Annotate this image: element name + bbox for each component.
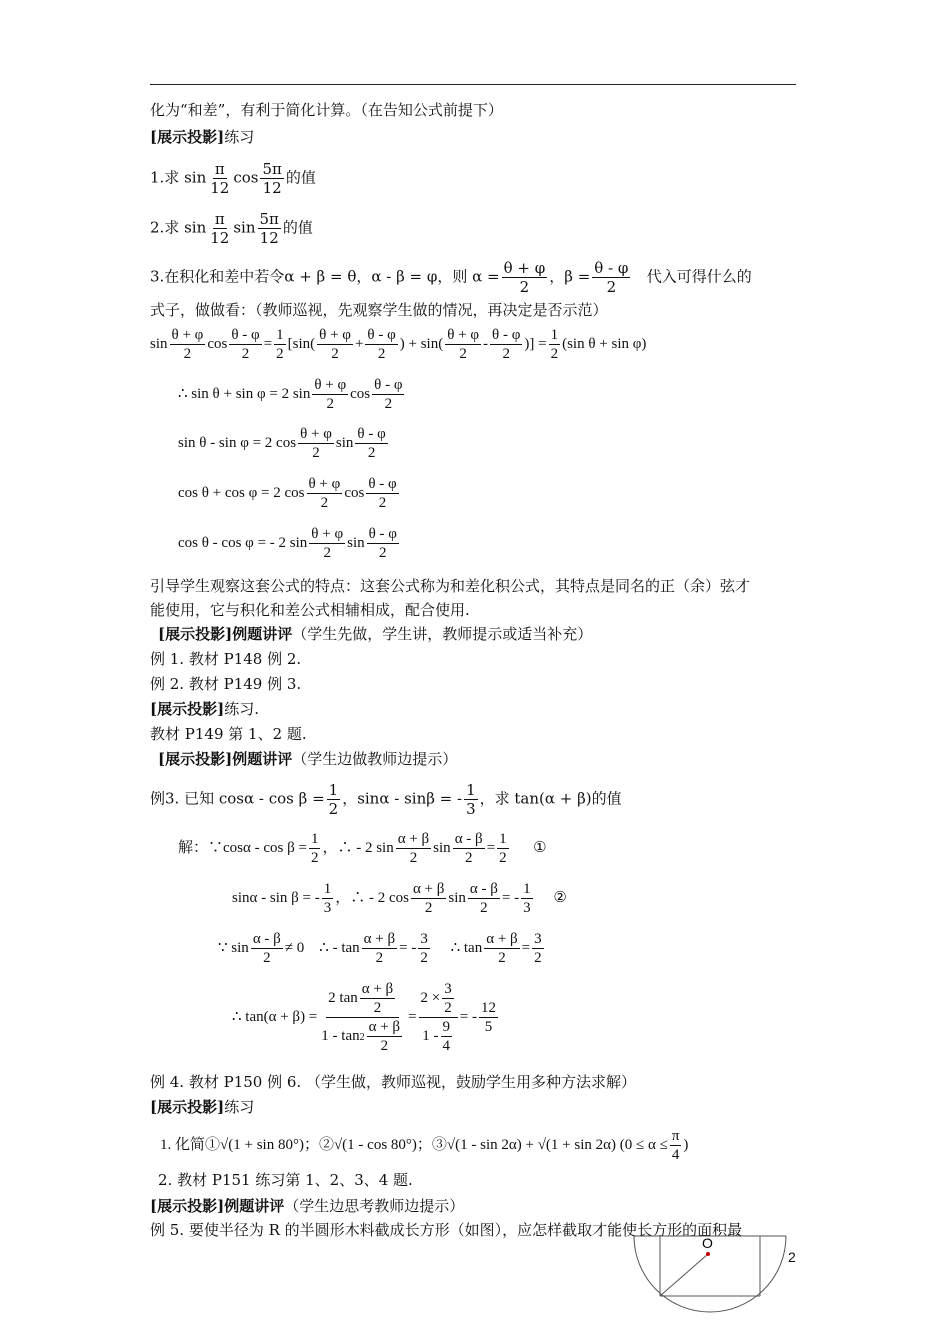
projection-heading: [展示投影]练习 — [150, 1098, 255, 1116]
text-line: 教材 P149 第 1、2 题. — [150, 725, 307, 743]
solution-step-1: 解：∵cosα - cos β = $\frac{1}{2}$ ，∴ - 2 sin $\frac{\alpha + \beta}{2}$ sin $\frac{\alpha - \beta}{2}$ = $\frac{1}{2}$ ① — [178, 831, 547, 866]
text-line: 例 4. 教材 P150 例 6. （学生做，教师巡视，鼓励学生用多种方法求解） — [150, 1073, 636, 1091]
semicircle-figure — [630, 1234, 790, 1334]
text-line: 化为“和差”，有利于简化计算。（在告知公式前提下） — [150, 101, 503, 119]
header-rule — [150, 84, 796, 85]
exercise-1: 1.求 sin $\frac{\pi}{12}$ cos $\frac{5\pi}{12}$ 的值 — [150, 160, 316, 197]
projection-heading: [展示投影]例题讲评（学生先做，学生讲，教师提示或适当补充） — [158, 625, 593, 643]
simplify-exercise: 1. 化简①√(1 + sin 80°)；②√(1 - cos 80°)；③√(1 - sin 2α) + √(1 + sin 2α) (0 ≤ α ≤ $\frac{\pi}{4}$ ) — [160, 1128, 689, 1163]
solution-step-3: ∵ sin $\frac{\alpha - \beta}{2}$ ≠ 0 ∴ - tan $\frac{\alpha + \beta}{2}$ = - $\frac{3}{2}$ ∴ tan $\frac{\alpha + \beta}{2}$ = $\frac{3}{2}$ — [218, 931, 542, 966]
projection-heading: [展示投影]练习 — [150, 128, 255, 146]
formula-product-sum: sin $\frac{\theta + \varphi}{2}$ cos $\frac{\theta - \varphi}{2}$ = $\frac{1}{2}$ [sin( $\frac{\theta + \varphi}{2}$ + $\frac{\theta - \varphi}{2}$ ) + sin( $\frac{\theta + \varphi}{2}$ - $\frac{\theta - \varphi}{2}$ )] = $\frac{1}{2}$ (sin θ + sin φ) — [150, 327, 647, 362]
formula-sum-to-product-2: sin θ - sin φ = 2 cos $\frac{\theta + \varphi}{2}$ sin $\frac{\theta - \varphi}{2}$ — [178, 426, 386, 461]
exercise-3: 3.在积化和差中若令α + β = θ，α - β = φ，则 α = $\frac{\theta + \varphi}{2}$ ，β = $\frac{\theta - \varphi}{2}$ 代入可得什么的 — [150, 259, 752, 296]
text-line: 例 2. 教材 P149 例 3. — [150, 675, 302, 693]
formula-sum-to-product-3: cos θ + cos φ = 2 cos $\frac{\theta + \varphi}{2}$ cos $\frac{\theta - \varphi}{2}$ — [178, 476, 397, 511]
solution-result: ∴ tan(α + β) = 2 tan $\frac{\alpha + \beta}{2}$ 1 - tan2 $\frac{\alpha + \beta}{2}$ = 2 × $\frac{3}{2}$ 1 - $\frac{9}{4}$ = - $\frac{12}{5}$ — [232, 981, 496, 1054]
solution-step-2: sinα - sin β = - $\frac{1}{3}$ ，∴ - 2 cos $\frac{\alpha + \beta}{2}$ sin $\frac{\alpha - \beta}{2}$ = - $\frac{1}{3}$ ② — [232, 881, 567, 916]
text-line: 2. 教材 P151 练习第 1、2、3、4 题. — [158, 1171, 413, 1189]
figure-center-label: O — [702, 1235, 713, 1251]
page-number: 2 — [788, 1249, 796, 1265]
text-line: 式子，做做看：（教师巡视，先观察学生做的情况，再决定是否示范） — [150, 301, 608, 319]
text-line: 例 5. 要使半径为 R 的半圆形木料截成长方形（如图），应怎样截取才能使长方形的面积最 — [150, 1221, 743, 1239]
formula-sum-to-product-1: ∴ sin θ + sin φ = 2 sin $\frac{\theta + \varphi}{2}$ cos $\frac{\theta - \varphi}{2}$ — [178, 377, 403, 412]
projection-heading: [展示投影]例题讲评（学生边思考教师边提示） — [150, 1197, 465, 1215]
text-line: 例 1. 教材 P148 例 2. — [150, 650, 302, 668]
exercise-2: 2.求 sin $\frac{\pi}{12}$ sin $\frac{5\pi}{12}$ 的值 — [150, 210, 313, 247]
formula-sum-to-product-4: cos θ - cos φ = - 2 sin $\frac{\theta + \varphi}{2}$ sin $\frac{\theta - \varphi}{2}$ — [178, 526, 397, 561]
text-line: 引导学生观察这套公式的特点：这套公式称为和差化积公式，其特点是同名的正（余）弦才 — [150, 577, 751, 595]
example-3: 例3. 已知 cosα - cos β = $\frac{1}{2}$ ，sinα - sinβ = - $\frac{1}{3}$ ，求 tan(α + β)的值 — [150, 781, 622, 818]
projection-heading: [展示投影]练习. — [150, 700, 259, 718]
text-line: 能使用，它与积化和差公式相辅相成，配合使用. — [150, 601, 470, 619]
projection-heading: [展示投影]例题讲评（学生边做教师边提示） — [158, 750, 458, 768]
